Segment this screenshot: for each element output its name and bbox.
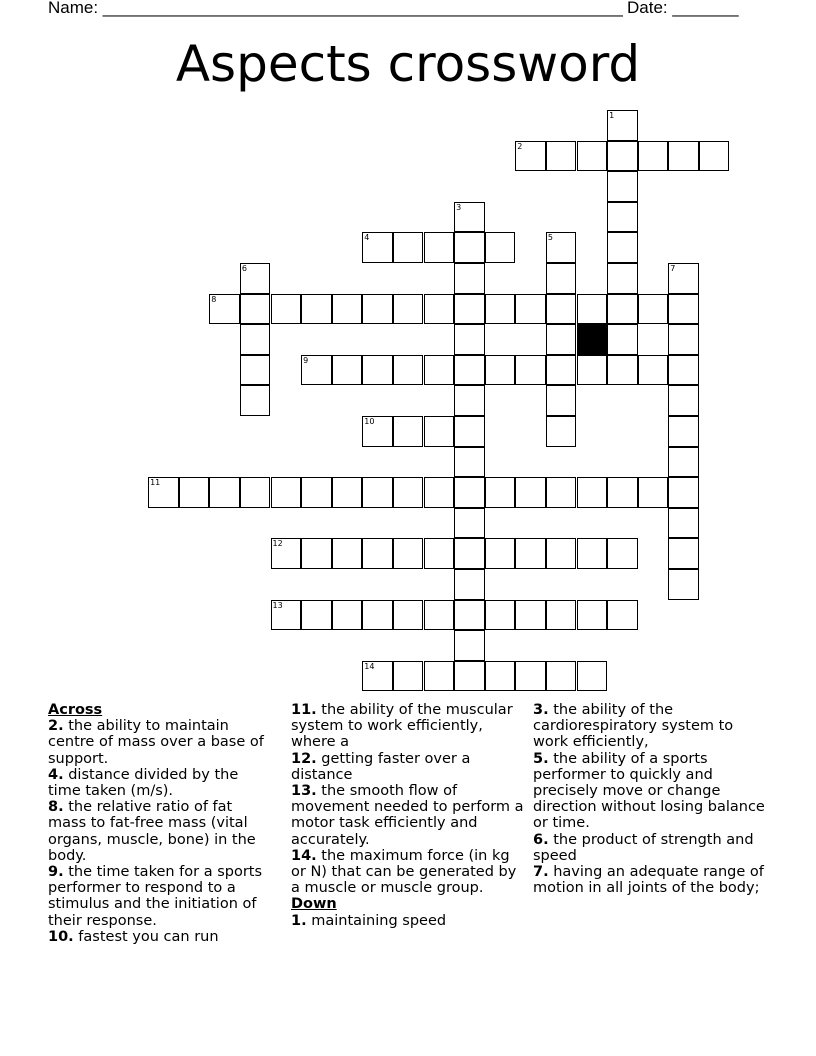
grid-cell[interactable] — [515, 294, 546, 325]
grid-cell[interactable] — [485, 294, 516, 325]
grid-cell[interactable] — [454, 630, 485, 661]
clue-across-9: 9. the time taken for a sports performer to respond to a stimulus and the initiation of their response. — [48, 864, 263, 929]
grid-cell[interactable] — [301, 538, 332, 569]
grid-cell[interactable] — [668, 447, 699, 478]
grid-cell[interactable] — [209, 477, 240, 508]
grid-cell[interactable] — [454, 477, 485, 508]
grid-cell[interactable] — [454, 294, 485, 325]
grid-cell[interactable] — [424, 661, 455, 692]
grid-cell[interactable] — [546, 385, 577, 416]
grid-cell[interactable] — [515, 538, 546, 569]
down-heading: Down — [291, 896, 337, 913]
grid-cell[interactable] — [546, 416, 577, 447]
grid-cell[interactable] — [454, 202, 485, 233]
grid-cell[interactable] — [424, 416, 455, 447]
grid-cell[interactable] — [607, 600, 638, 631]
grid-cell[interactable] — [485, 232, 516, 263]
grid-cell[interactable] — [271, 477, 302, 508]
grid-cell[interactable] — [607, 294, 638, 325]
grid-cell[interactable] — [546, 355, 577, 386]
clue-number: 7 — [670, 264, 676, 273]
grid-cell[interactable] — [668, 141, 699, 172]
grid-cell[interactable] — [577, 600, 608, 631]
grid-cell[interactable] — [638, 355, 669, 386]
black-cell — [577, 324, 608, 355]
grid-cell[interactable] — [607, 477, 638, 508]
grid-cell[interactable] — [271, 538, 302, 569]
grid-cell[interactable] — [362, 477, 393, 508]
grid-cell[interactable] — [424, 232, 455, 263]
grid-cell[interactable] — [362, 661, 393, 692]
grid-cell[interactable] — [240, 477, 271, 508]
grid-cell[interactable] — [454, 324, 485, 355]
clue-number: 1 — [609, 111, 615, 120]
grid-cell[interactable] — [424, 294, 455, 325]
grid-cell[interactable] — [454, 447, 485, 478]
grid-cell[interactable] — [668, 416, 699, 447]
grid-cell[interactable] — [485, 477, 516, 508]
clue-number: 11 — [150, 478, 161, 488]
grid-cell[interactable] — [454, 538, 485, 569]
grid-cell[interactable] — [638, 477, 669, 508]
grid-cell[interactable] — [424, 355, 455, 386]
grid-cell[interactable] — [454, 355, 485, 386]
grid-cell[interactable] — [668, 263, 699, 294]
grid-cell[interactable] — [546, 538, 577, 569]
clue-across-11: 11. the ability of the muscular system to work efficiently, where a — [291, 702, 513, 751]
grid-cell[interactable] — [515, 355, 546, 386]
grid-cell[interactable] — [668, 355, 699, 386]
grid-cell[interactable] — [668, 385, 699, 416]
grid-cell[interactable] — [546, 263, 577, 294]
grid-cell[interactable] — [546, 477, 577, 508]
grid-cell[interactable] — [515, 661, 546, 692]
grid-cell[interactable] — [393, 416, 424, 447]
clue-across-10: 10. fastest you can run — [48, 928, 219, 945]
clue-across-4: 4. distance divided by the time taken (m/s). — [48, 766, 239, 800]
clue-number: 9 — [303, 355, 309, 365]
grid-cell[interactable] — [607, 355, 638, 386]
clue-number: 6 — [241, 264, 247, 273]
grid-cell[interactable] — [668, 538, 699, 569]
grid-cell[interactable] — [240, 385, 271, 416]
grid-cell[interactable] — [332, 600, 363, 631]
grid-cell[interactable] — [577, 661, 608, 692]
grid-cell[interactable] — [668, 477, 699, 508]
grid-cell[interactable] — [301, 600, 332, 631]
clue-number: 8 — [211, 294, 217, 304]
grid-cell[interactable] — [393, 294, 424, 325]
grid-cell[interactable] — [515, 477, 546, 508]
grid-cell[interactable] — [271, 600, 302, 631]
clue-across-8: 8. the relative ratio of fat mass to fat-free mass (vital organs, muscle, bone) in the body. — [48, 799, 256, 864]
clue-column-1 — [48, 702, 273, 945]
grid-cell[interactable] — [393, 477, 424, 508]
name-field: Name: _______________________________________________________ — [48, 0, 623, 17]
grid-cell[interactable] — [485, 538, 516, 569]
grid-cell[interactable] — [577, 538, 608, 569]
grid-cell[interactable] — [485, 600, 516, 631]
grid-cell[interactable] — [577, 477, 608, 508]
grid-cell[interactable] — [668, 324, 699, 355]
grid-cell[interactable] — [577, 294, 608, 325]
grid-cell[interactable] — [546, 661, 577, 692]
grid-cell[interactable] — [546, 141, 577, 172]
grid-cell[interactable] — [607, 141, 638, 172]
grid-cell[interactable] — [454, 569, 485, 600]
grid-cell[interactable] — [393, 355, 424, 386]
grid-cell[interactable] — [424, 600, 455, 631]
grid-cell[interactable] — [668, 569, 699, 600]
clue-number: 10 — [364, 417, 375, 426]
clue-across-14: 14. the maximum force (in kg or N) that can be generated by a muscle or muscle group. — [291, 847, 517, 897]
grid-cell[interactable] — [393, 538, 424, 569]
clue-number: 5 — [547, 233, 553, 243]
clue-down-3: 3. the ability of the cardiorespiratory system to work efficiently, — [533, 702, 734, 751]
clue-number: 13 — [272, 600, 283, 610]
grid-cell[interactable] — [607, 232, 638, 263]
grid-cell[interactable] — [454, 600, 485, 631]
grid-cell[interactable] — [668, 508, 699, 539]
grid-cell[interactable] — [209, 294, 240, 325]
grid-cell[interactable] — [332, 294, 363, 325]
grid-cell[interactable] — [362, 355, 393, 386]
grid-cell[interactable] — [301, 294, 332, 325]
grid-cell[interactable] — [362, 538, 393, 569]
grid-cell[interactable] — [240, 355, 271, 386]
grid-cell[interactable] — [546, 294, 577, 325]
grid-cell[interactable] — [638, 294, 669, 325]
grid-cell[interactable] — [607, 202, 638, 233]
grid-cell[interactable] — [240, 324, 271, 355]
clue-across-12: 12. getting faster over a distance — [291, 750, 471, 783]
grid-cell[interactable] — [424, 538, 455, 569]
grid-cell[interactable] — [607, 538, 638, 569]
grid-cell[interactable] — [454, 661, 485, 692]
across-heading: Across — [48, 702, 103, 718]
grid-cell[interactable] — [393, 600, 424, 631]
grid-cell[interactable] — [454, 508, 485, 539]
grid-cell[interactable] — [393, 661, 424, 692]
page-title: Aspects crossword — [175, 35, 641, 93]
grid-cell[interactable] — [271, 294, 302, 325]
clue-down-6: 6. the product of strength and speed — [533, 831, 754, 864]
clue-down-5: 5. the ability of a sports performer to quickly and precisely move or change direction without losing balance or time. — [533, 750, 765, 832]
clue-down-1: 1. maintaining speed — [291, 912, 447, 929]
date-field: Date: _______ — [627, 0, 739, 17]
grid-cell[interactable] — [577, 355, 608, 386]
grid-cell[interactable] — [485, 661, 516, 692]
clue-across-2: 2. the ability to maintain centre of mass over a base of support. — [48, 718, 264, 767]
clue-across-13: 13. the smooth flow of movement needed to perform a motor task efficiently and accurately. — [291, 783, 524, 848]
grid-cell[interactable] — [454, 385, 485, 416]
grid-cell[interactable] — [179, 477, 210, 508]
grid-cell[interactable] — [607, 263, 638, 294]
grid-cell[interactable] — [454, 263, 485, 294]
grid-cell[interactable] — [301, 477, 332, 508]
grid-cell[interactable] — [607, 324, 638, 355]
grid-cell[interactable] — [668, 294, 699, 325]
grid-cell[interactable] — [546, 232, 577, 263]
grid-cell[interactable] — [362, 416, 393, 447]
grid-cell[interactable] — [332, 538, 363, 569]
grid-cell[interactable] — [148, 477, 179, 508]
grid-cell[interactable] — [454, 416, 485, 447]
grid-cell[interactable] — [332, 477, 363, 508]
clue-number: 14 — [364, 661, 375, 671]
grid-cell[interactable] — [240, 263, 271, 294]
grid-cell[interactable] — [485, 355, 516, 386]
grid-cell[interactable] — [607, 110, 638, 141]
clue-number: 3 — [456, 202, 462, 212]
grid-cell[interactable] — [454, 232, 485, 263]
grid-cell[interactable] — [240, 294, 271, 325]
grid-cell[interactable] — [301, 355, 332, 386]
clue-number: 2 — [517, 141, 523, 151]
grid-cell[interactable] — [638, 141, 669, 172]
grid-cell[interactable] — [362, 600, 393, 631]
grid-cell[interactable] — [424, 477, 455, 508]
clue-number: 4 — [364, 233, 370, 243]
grid-cell[interactable] — [546, 324, 577, 355]
grid-cell[interactable] — [546, 600, 577, 631]
grid-cell[interactable] — [362, 232, 393, 263]
clue-column-2 — [291, 702, 527, 929]
grid-cell[interactable] — [515, 141, 546, 172]
grid-cell[interactable] — [362, 294, 393, 325]
grid-cell[interactable] — [577, 141, 608, 172]
clue-number: 12 — [272, 539, 283, 549]
grid-cell[interactable] — [515, 600, 546, 631]
grid-cell[interactable] — [332, 355, 363, 386]
grid-cell[interactable] — [607, 171, 638, 202]
clue-column-3 — [533, 702, 769, 896]
clue-down-7: 7. having an adequate range of motion in all joints of the body; — [533, 864, 764, 897]
grid-cell[interactable] — [699, 141, 730, 172]
grid-cell[interactable] — [393, 232, 424, 263]
